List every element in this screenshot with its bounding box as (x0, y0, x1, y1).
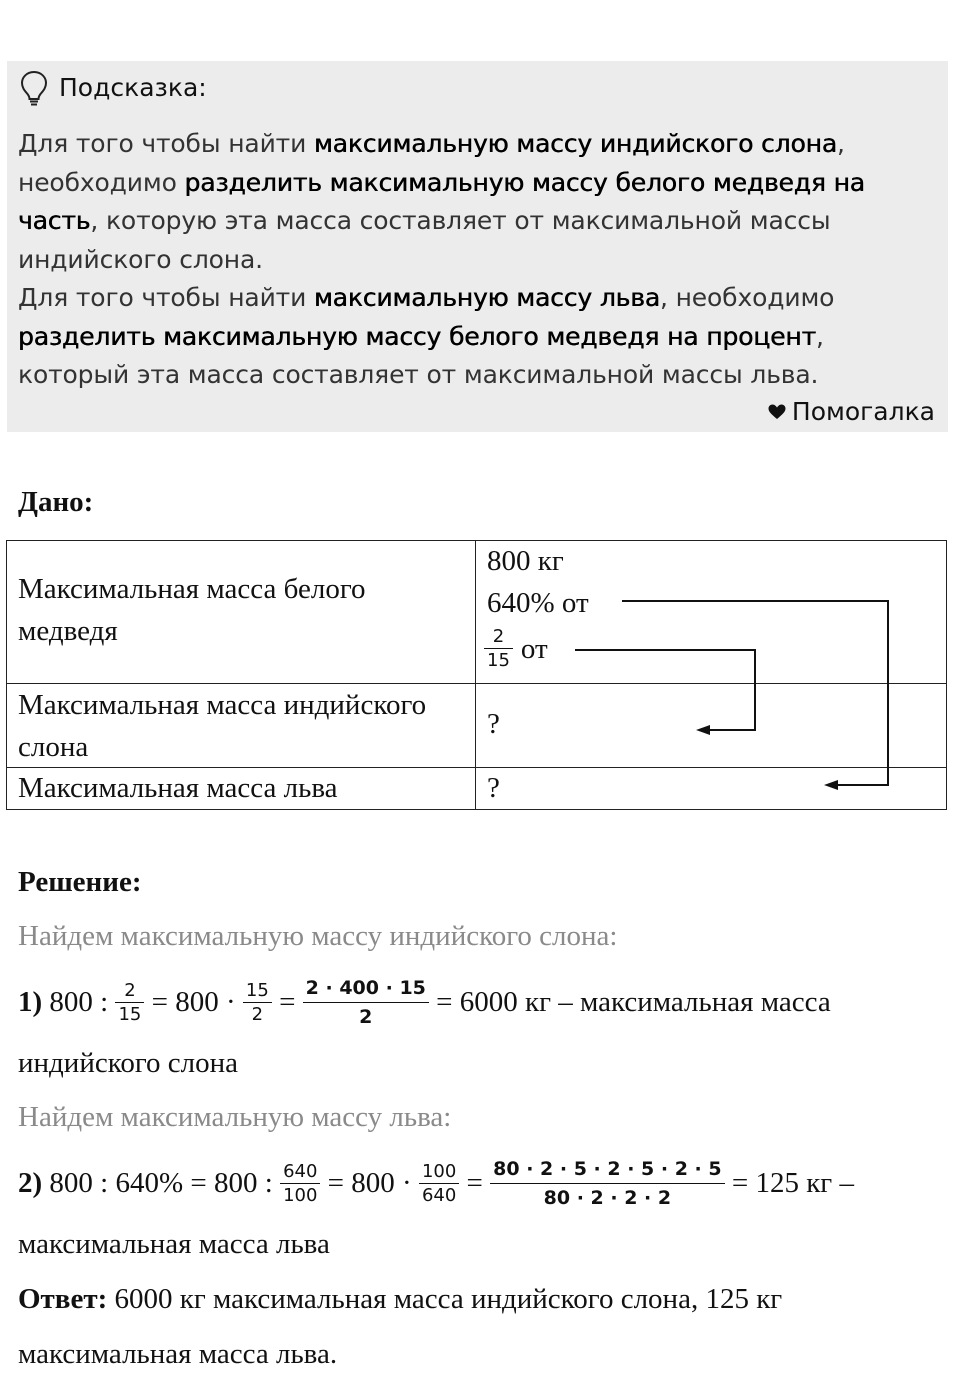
arrowhead-icon (696, 725, 710, 735)
fraction-denominator: 2 (251, 1003, 264, 1025)
elephant-mass-value: ? (487, 708, 500, 740)
polar-bear-mass-value: 800 кг (487, 545, 564, 577)
hint-text-segment: , (816, 321, 824, 351)
step-number: 1) (18, 985, 43, 1018)
given-table (6, 540, 947, 810)
hint-paragraph-1 (18, 125, 938, 279)
fraction-denominator: 100 (283, 1184, 318, 1206)
brand-label: Помогалка (791, 397, 935, 426)
hint-text-segment: Для того чтобы найти (18, 129, 314, 158)
fraction (280, 1160, 320, 1207)
hint-emphasis: максимальную массу льва (313, 283, 661, 312)
equation-text: = 800 · (320, 1166, 419, 1199)
hint-emphasis: часть (18, 206, 91, 235)
given-heading: Дано: (18, 486, 94, 518)
fraction-denominator: 640 (421, 1184, 457, 1206)
step-2-intro: Найдем максимальную массу льва: (18, 1101, 452, 1133)
fraction-numerator: 100 (419, 1160, 459, 1184)
step-1-intro: Найдем максимальную массу индийского слона: (18, 920, 618, 952)
polar-bear-label-line: Максимальная масса белого (18, 573, 366, 605)
arrow-to-elephant (575, 650, 755, 730)
hint-header (19, 69, 207, 108)
fraction-denominator: 80 · 2 · 2 · 2 (543, 1186, 672, 1209)
step-2-continuation: максимальная масса льва (18, 1228, 330, 1260)
answer-label: Ответ: (18, 1283, 108, 1315)
fraction-numerator: 2 (484, 625, 513, 649)
brand-link[interactable] (768, 393, 935, 432)
answer-line (18, 1283, 782, 1316)
lion-label: Максимальная масса льва (18, 772, 338, 804)
fraction-denominator: 15 (118, 1003, 142, 1025)
fraction-suffix: от (520, 632, 548, 665)
fraction-denominator: 2 (359, 1005, 373, 1028)
hint-paragraph-2 (18, 279, 938, 395)
polar-bear-label-line: медведя (18, 615, 118, 647)
fraction-numerator: 2 (115, 979, 144, 1003)
lightbulb-icon (19, 70, 49, 106)
step-1-equation (18, 973, 831, 1031)
fraction-numerator: 15 (243, 979, 272, 1003)
heart-icon (768, 404, 786, 420)
fraction-denominator: 15 (487, 650, 510, 671)
equation-text: = (459, 1166, 491, 1199)
answer-continuation: максимальная масса льва. (18, 1338, 338, 1370)
fraction (303, 974, 429, 1031)
step-2-equation (18, 1154, 854, 1212)
hint-emphasis: разделить максимальную массу белого медведя на (184, 167, 865, 197)
polar-bear-percent-note: 640% от (487, 587, 589, 619)
hint-text-segment: индийского слона. (18, 244, 263, 274)
hint-text-segment: необходимо (18, 167, 185, 197)
answer-text: 6000 кг максимальная масса индийского слона, 125 кг (107, 1283, 783, 1315)
hint-emphasis: разделить максимальную массу белого медведя на процент (18, 321, 817, 351)
step-number: 2) (18, 1166, 43, 1199)
fraction (243, 979, 272, 1026)
arrowhead-icon (824, 780, 838, 790)
fraction (490, 1155, 724, 1212)
equation-text: 800 : 640% = 800 : (42, 1166, 281, 1199)
equation-text: = 6000 кг – максимальная масса (428, 985, 831, 1018)
fraction (115, 979, 144, 1026)
hint-text-segment: , необходимо (660, 283, 835, 312)
hint-text (18, 125, 938, 395)
equation-text: = 800 · (144, 985, 243, 1018)
step-1-continuation: индийского слона (18, 1047, 238, 1079)
hint-emphasis: максимальную массу индийского слона (313, 129, 838, 158)
solution-heading: Решение: (18, 866, 142, 898)
elephant-label-line: слона (18, 731, 89, 763)
hint-text-segment: , (837, 129, 845, 158)
equation-text: = 125 кг – (724, 1166, 854, 1199)
fraction-numerator: 640 (280, 1160, 320, 1184)
hint-text-segment: , которую эта масса составляет от максимальной массы (90, 206, 831, 235)
equation-text: = (271, 985, 303, 1018)
lion-mass-value: ? (487, 772, 500, 804)
elephant-label-line: Максимальная масса индийского (18, 689, 427, 721)
relation-arrows (6, 540, 947, 810)
hint-title: Подсказка: (59, 73, 207, 102)
hint-text-segment: Для того чтобы найти (18, 283, 314, 312)
hint-box (7, 61, 948, 432)
fraction-numerator: 80 · 2 · 5 · 2 · 5 · 2 · 5 (490, 1155, 724, 1184)
equation-text: 800 : (42, 985, 116, 1018)
fraction (419, 1160, 459, 1207)
hint-text-segment: который эта масса составляет от максимальной массы льва. (18, 360, 819, 389)
fraction-numerator: 2 · 400 · 15 (303, 974, 429, 1003)
